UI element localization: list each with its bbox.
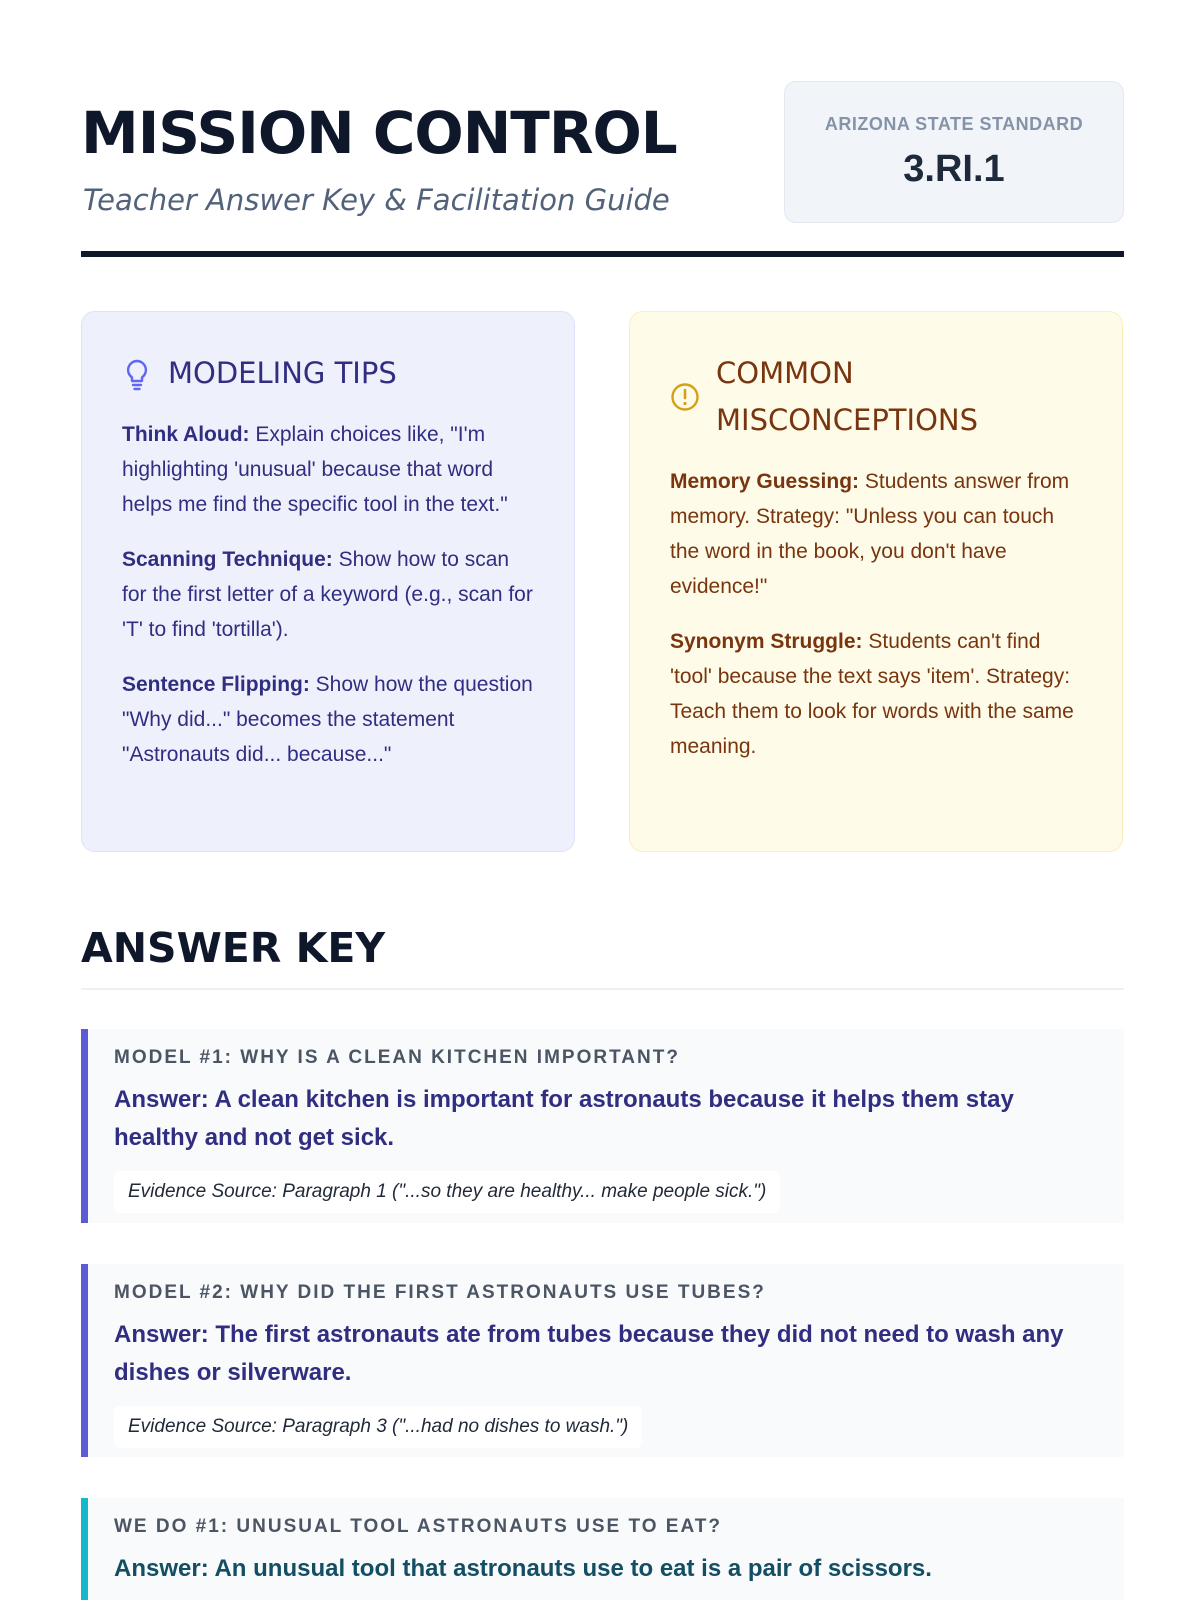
misconception-item (670, 624, 1082, 764)
tip-text: Show how the question "Why did..." becomes the statement "Astronauts did... because..." (122, 673, 533, 766)
accent-bar (81, 1498, 88, 1600)
page-subtitle: Teacher Answer Key & Facilitation Guide (83, 183, 670, 217)
accent-bar (81, 1264, 88, 1457)
answer-text: Answer: An unusual tool that astronauts use to eat is a pair of scissors. (114, 1555, 932, 1582)
tip-term: Sentence Flipping: (122, 673, 310, 696)
tip-text: Explain choices like, "I'm highlighting 'unusual' because that word helps me find the specific tool in the text." (122, 423, 508, 516)
answer-card-we-do-1 (81, 1498, 1124, 1600)
tip-item (122, 542, 534, 647)
answer-card-model-1 (81, 1029, 1124, 1223)
evidence-source: Evidence Source: Paragraph 3 ("...had no dishes to wash.") (114, 1406, 642, 1448)
tip-item (122, 417, 534, 522)
misconceptions-card (629, 311, 1123, 852)
divider (81, 988, 1124, 990)
misconception-text: Students answer from memory. Strategy: "Unless you can touch the word in the book, you don't have evidence!" (670, 470, 1070, 598)
misconceptions-title: COMMON MISCONCEPTIONS (716, 356, 979, 437)
misconception-text: Students can't find 'tool' because the text says 'item'. Strategy: Teach them to look for words with the same meaning. (670, 630, 1074, 758)
evidence-source: Evidence Source: Paragraph 1 ("...so they are healthy... make people sick.") (114, 1171, 780, 1213)
misconception-term: Memory Guessing: (670, 470, 860, 493)
question-label: MODEL #2: WHY DID THE FIRST ASTRONAUTS USE TUBES? (114, 1282, 766, 1303)
page-title: MISSION CONTROL (81, 99, 677, 167)
page (81, 0, 1124, 1582)
tip-item (122, 667, 534, 772)
standard-badge (784, 81, 1124, 223)
question-label: MODEL #1: WHY IS A CLEAN KITCHEN IMPORTANT? (114, 1047, 680, 1068)
accent-bar (81, 1029, 88, 1223)
misconceptions-header (670, 350, 1082, 444)
misconception-item (670, 464, 1082, 604)
alert-circle-icon (670, 350, 700, 444)
modeling-tips-header (122, 350, 534, 397)
standard-code: 3.RI.1 (903, 148, 1005, 190)
answer-text: Answer: The first astronauts ate from tubes because they did not need to wash any dishes or silverware. (114, 1321, 1064, 1386)
tip-term: Scanning Technique: (122, 548, 333, 571)
standard-label: ARIZONA STATE STANDARD (824, 114, 1084, 134)
misconception-term: Synonym Struggle: (670, 630, 863, 653)
modeling-tips-card (81, 311, 575, 852)
page-header (81, 0, 1124, 257)
answer-text: Answer: A clean kitchen is important for astronauts because it helps them stay healthy and not get sick. (114, 1086, 1014, 1151)
tip-term: Think Aloud: (122, 423, 250, 446)
answer-card-model-2 (81, 1264, 1124, 1457)
modeling-tips-title: MODELING TIPS (168, 356, 397, 390)
answer-key-title: ANSWER KEY (81, 924, 386, 972)
tip-text: Show how to scan for the first letter of a keyword (e.g., scan for 'T' to find 'tortilla'). (122, 548, 533, 641)
question-label: WE DO #1: UNUSUAL TOOL ASTRONAUTS USE TO EAT? (114, 1516, 722, 1537)
lightbulb-icon (122, 350, 152, 397)
